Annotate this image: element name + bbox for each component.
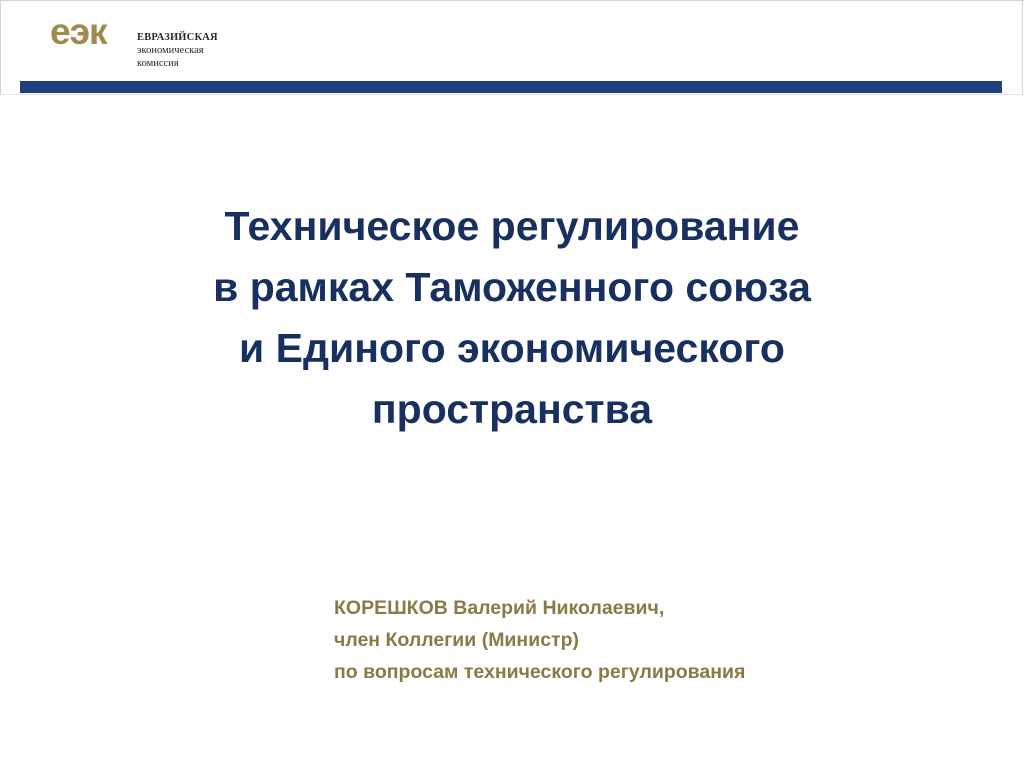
header-bar [20, 81, 1002, 93]
logo-mark: еэк [50, 11, 107, 52]
title-line-2: в рамках Таможенного союза [213, 264, 811, 310]
presenter-portfolio: по вопросам технического регулирования [334, 661, 746, 683]
frame-left-line [0, 0, 1, 94]
logo-line-3: комиссия [137, 58, 179, 69]
title-line-3: и Единого экономического [239, 325, 785, 371]
slide-title [112, 196, 912, 440]
presenter-info [334, 592, 974, 688]
logo-text [137, 31, 218, 70]
title-line-1: Техническое регулирование [224, 203, 800, 249]
frame-top-line [0, 0, 1024, 1]
header-divider [0, 94, 1024, 95]
title-line-4: пространства [371, 386, 653, 432]
presenter-position: член Коллегии (Министр) [334, 629, 579, 651]
presenter-name: КОРЕШКОВ Валерий Николаевич, [334, 597, 665, 619]
logo-line-1: ЕВРАЗИЙСКАЯ [137, 32, 218, 43]
frame-right-line [1022, 0, 1023, 94]
logo-line-2: экономическая [137, 45, 204, 56]
